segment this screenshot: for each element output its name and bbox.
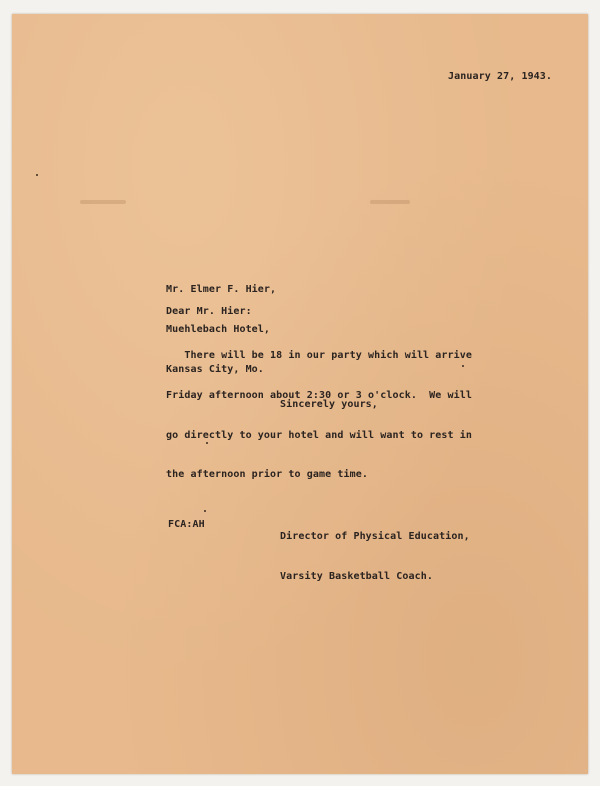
complimentary-closing: Sincerely yours, — [280, 399, 378, 410]
letter-date: January 27, 1943. — [448, 71, 553, 82]
reference-initials: FCA:AH — [168, 519, 205, 530]
address-line: Muehlebach Hotel, — [166, 324, 271, 336]
letter-body — [166, 323, 472, 508]
body-line: Friday afternoon about 2:30 or 3 o'clock. We will — [166, 390, 473, 402]
body-line: the afternoon prior to game time. — [166, 469, 368, 481]
body-line: There will be 18 in our party which will arrive — [166, 350, 473, 362]
bleed-through-mark — [80, 200, 126, 204]
signature-block — [280, 504, 470, 610]
address-line: Kansas City, Mo. — [166, 363, 264, 375]
body-line: go directly to your hotel and will want to rest in — [166, 429, 473, 441]
signature-title: Varsity Basketball Coach. — [280, 571, 434, 583]
signature-title: Director of Physical Education, — [280, 531, 470, 543]
bleed-through-mark — [370, 200, 410, 204]
address-line: Mr. Elmer F. Hier, — [166, 284, 277, 296]
letter-sheet — [12, 14, 588, 774]
ink-speck — [36, 174, 38, 176]
salutation: Dear Mr. Hier: — [166, 306, 252, 317]
ink-speck — [204, 510, 206, 512]
